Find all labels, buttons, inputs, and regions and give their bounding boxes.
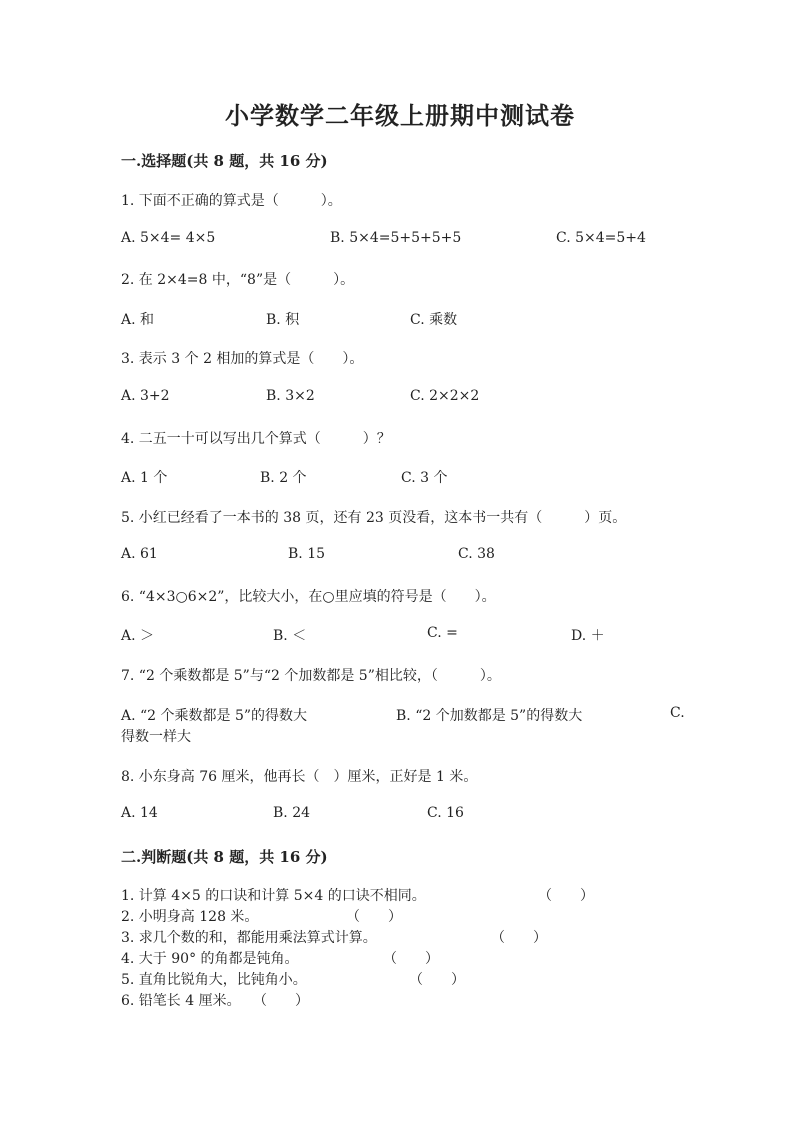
judge-item-5-paren: （ ） [409, 972, 465, 988]
q8-option-c: C. 16 [427, 805, 464, 821]
judge-item-6: 6. 铅笔长 4 厘米。 [121, 993, 241, 1009]
q1-option-c: C. 5×4=5+4 [556, 230, 646, 246]
q1-option-a: A. 5×4= 4×5 [121, 230, 216, 246]
q3-option-b: B. 3×2 [266, 388, 315, 404]
q7-option-b: B. “2 个加数都是 5”的得数大 [396, 708, 583, 724]
question-3: 3. 表示 3 个 2 相加的算式是（ ）。 [121, 351, 364, 367]
q3-option-c: C. 2×2×2 [410, 388, 480, 404]
q7-option-c: C. [670, 705, 685, 721]
q2-option-a: A. 和 [121, 312, 155, 328]
q5-option-b: B. 15 [288, 546, 326, 562]
page-title: 小学数学二年级上册期中测试卷 [225, 101, 575, 130]
question-7: 7. “2 个乘数都是 5”与“2 个加数都是 5”相比较，（ ）。 [121, 668, 501, 684]
q4-option-c: C. 3 个 [401, 470, 448, 486]
q4-option-b: B. 2 个 [260, 470, 307, 486]
q5-option-c: C. 38 [458, 546, 495, 562]
question-4: 4. 二五一十可以写出几个算式（ ）？ [121, 431, 391, 447]
section-heading-judgement: 二.判断题(共 8 题，共 16 分) [121, 848, 328, 866]
judge-item-3: 3. 求几个数的和，都能用乘法算式计算。 [121, 930, 377, 946]
question-6: 6. “4×3○6×2”，比较大小，在○里应填的符号是（ ）。 [121, 589, 496, 605]
section-heading-choice: 一.选择题(共 8 题，共 16 分) [121, 152, 328, 170]
judge-item-5: 5. 直角比锐角大，比钝角小。 [121, 972, 307, 988]
judge-item-3-paren: （ ） [491, 930, 547, 946]
judge-item-6-paren: （ ） [253, 993, 309, 1009]
q7-option-a: A. “2 个乘数都是 5”的得数大 [121, 708, 308, 724]
judge-item-2-paren: （ ） [346, 909, 402, 925]
q2-option-c: C. 乘数 [410, 312, 458, 328]
q6-option-b: B. ＜ [273, 628, 307, 644]
judge-item-2: 2. 小明身高 128 米。 [121, 909, 259, 925]
question-5: 5. 小红已经看了一本书的 38 页，还有 23 页没看，这本书一共有（ ）页。 [121, 510, 627, 526]
q7-option-c-text: 得数一样大 [121, 729, 191, 745]
question-2: 2. 在 2×4=8 中，“8”是（ ）。 [121, 272, 355, 288]
q3-option-a: A. 3+2 [121, 388, 170, 404]
judge-item-1-paren: （ ） [538, 888, 594, 904]
q6-option-a: A. ＞ [121, 628, 155, 644]
q5-option-a: A. 61 [121, 546, 158, 562]
question-1: 1. 下面不正确的算式是（ ）。 [121, 193, 342, 209]
question-8: 8. 小东身高 76 厘米，他再长（ ）厘米，正好是 1 米。 [121, 769, 478, 785]
q6-option-c: C. = [427, 625, 458, 641]
judge-item-4: 4. 大于 90° 的角都是钝角。 [121, 951, 299, 967]
q2-option-b: B. 积 [266, 312, 300, 328]
judge-item-4-paren: （ ） [383, 951, 439, 967]
q1-option-b: B. 5×4=5+5+5+5 [330, 230, 462, 246]
q8-option-a: A. 14 [121, 805, 158, 821]
q8-option-b: B. 24 [273, 805, 311, 821]
judge-item-1: 1. 计算 4×5 的口诀和计算 5×4 的口诀不相同。 [121, 888, 426, 904]
q4-option-a: A. 1 个 [121, 470, 168, 486]
q6-option-d: D. ＋ [571, 628, 605, 644]
